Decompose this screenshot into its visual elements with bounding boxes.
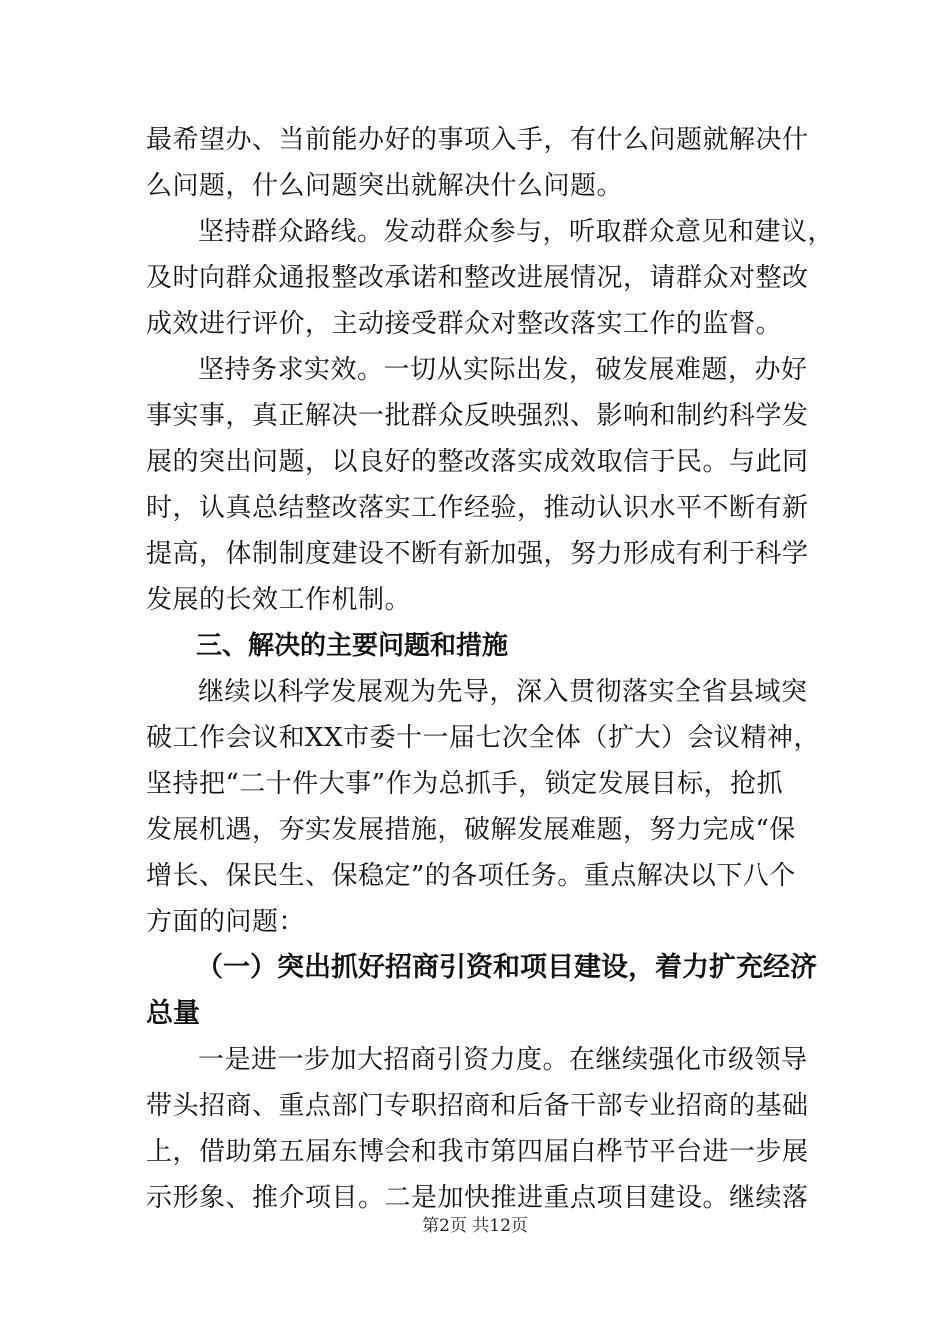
paragraph-line: 坚持务求实效。一切从实际出发，破发展难题，办好 xyxy=(198,355,808,385)
paragraph-line: 破工作会议和XX市委十一届七次全体（扩大）会议精神， xyxy=(146,723,821,753)
paragraph-line: 一是进一步加大招商引资力度。在继续强化市级领导 xyxy=(198,1045,808,1075)
paragraph-line: 及时向群众通报整改承诺和整改进展情况，请群众对整改 xyxy=(146,263,809,293)
paragraph-line: 发展的长效工作机制。 xyxy=(146,585,412,615)
paragraph-line: 提高，体制制度建设不断有新加强，努力形成有利于科学 xyxy=(146,539,809,569)
paragraph-line: 带头招商、重点部门专职招商和后备干部专业招商的基础 xyxy=(146,1091,809,1121)
paragraph-line: 成效进行评价，主动接受群众对整改落实工作的监督。 xyxy=(146,309,783,339)
paragraph-line: 展的突出问题，以良好的整改落实成效取信于民。与此同 xyxy=(146,447,809,477)
paragraph-line: 方面的问题： xyxy=(146,907,306,937)
section-heading: 三、解决的主要问题和措施 xyxy=(196,631,509,661)
paragraph-line: 上，借助第五届东博会和我市第四届白桦节平台进一步展 xyxy=(146,1137,809,1167)
paragraph-line: 增长、保民生、保稳定”的各项任务。重点解决以下八个 xyxy=(146,861,796,891)
paragraph-line: 示形象、推介项目。二是加快推进重点项目建设。继续落 xyxy=(146,1183,809,1213)
paragraph-line: 继续以科学发展观为先导，深入贯彻落实全省县域突 xyxy=(198,677,808,707)
paragraph-line: 时，认真总结整改落实工作经验，推动认识水平不断有新 xyxy=(146,493,809,523)
subsection-heading-continued: 总量 xyxy=(146,998,200,1029)
paragraph-line: 事实事，真正解决一批群众反映强烈、影响和制约科学发 xyxy=(146,401,809,431)
paragraph-line: 么问题，什么问题突出就解决什么问题。 xyxy=(146,171,624,201)
paragraph-line: 最希望办、当前能办好的事项入手，有什么问题就解决什 xyxy=(146,125,809,155)
page-footer: 第2页 共12页 xyxy=(422,1216,528,1236)
subsection-heading: （一）突出抓好招商引资和项目建设，着力扩充经济 xyxy=(196,952,817,983)
paragraph-line: 坚持把“二十件大事”作为总抓手，锁定发展目标，抢抓 xyxy=(146,769,784,799)
paragraph-line: 坚持群众路线。发动群众参与，听取群众意见和建议， xyxy=(198,217,835,247)
paragraph-line: 发展机遇，夯实发展措施，破解发展难题，努力完成“保 xyxy=(146,815,796,845)
